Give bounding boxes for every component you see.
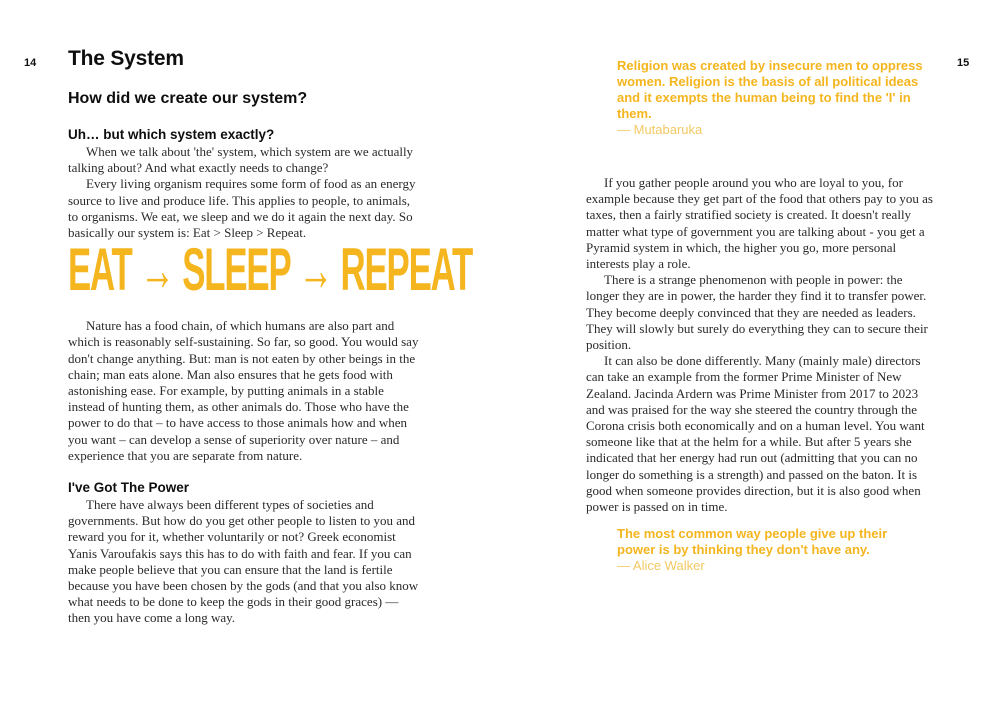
left-text-column [68,47,473,627]
chapter-title: The System [68,47,184,70]
right-text-column [586,58,936,574]
quote-text: The most common way people give up their power is by thinking they don't have any. [617,526,888,558]
banner-eat-sleep-repeat [68,236,473,304]
quote-attribution: — Alice Walker [617,558,705,574]
paragraph-food-chain: Nature has a food chain, of which humans are also part and which is reasonably self-sustaining. So far, so good. You would say don't change anything. But: man is not eaten by other beings in the chain; man eats alone. Man also ensures that he gets food with astonishing ease. For example, by putting animals in a stable instead of hunting them, as other animals do. Those who have the power to do that – to have access to those animals how and when you want – can develop a sense of superiority over nature – and experience that you are separate from nature. [68,318,419,463]
paragraph-loyal-people: If you gather people around you who are loyal to you, for example because they get part of the food that others pay to you as taxes, then a fairly stratified society is created. It doesn't really matter what type of government you are talking about - you get a Pyramid system in which, the higher you go, more personal interests play a role. [586,175,933,272]
paragraph-which-system-1: When we talk about 'the' system, which system are we actually talking about? And what exactly needs to change? [68,144,414,176]
banner-text: EAT → SLEEP → REPEAT [68,236,473,304]
pullquote-alice-walker [617,526,923,574]
quote-attribution: — Mutabaruka [617,122,703,137]
page-number-left: 14 [24,57,37,69]
paragraph-strange-phenomenon: There is a strange phenomenon with people in power: the longer they are in power, the harder they find it to transfer power. They become deeply convinced that they are needed as leaders. They will slowly but surely do everything they can to secure their position. [586,272,928,353]
crosshead-ive-got-the-power: I've Got The Power [68,480,189,496]
paragraph-jacinda-ardern: It can also be done differently. Many (mainly male) directors can take an example from the former Prime Minister of New Zealand. Jacinda Ardern was Prime Minister from 2017 to 2023 and was praised for the way she steered the country through the Corona crisis both economically and on a human level. You want someone like that at the helm for a while. But after 5 years she indicated that her energy had run out (admitting that you can no longer do something is a strength) and passed on the baton. It is good when someone provides direction, but it is also good when power is passed on in time. [586,353,925,515]
right-body-block [586,175,936,515]
page-number-right: 15 [957,57,970,69]
paragraph-which-system-2: Every living organism requires some form of food as an energy source to live and produce life. This applies to people, to animals, to organisms. We eat, we sleep and we do it again the next day. So basically our system is: Eat > Sleep > Repeat. [68,176,416,241]
chapter-subtitle: How did we create our system? [68,90,308,107]
paragraph-power: There have always been different types of societies and governments. But how do you get other people to listen to you and reward you for it, whether voluntarily or not? Greek economist Yanis Varoufakis says this has to do with faith and fear. If you can make people believe that you can ensure that the land is fertile because you have been chosen by the gods (and that you also know what needs to be done to keep the gods in their good graces) — then you have come a long way. [68,497,419,626]
quote-text: Religion was created by insecure men to oppress women. Religion is the basis of all political ideas and it exempts the human being to find the 'I' in them. [617,58,923,121]
crosshead-which-system: Uh… but which system exactly? [68,127,275,142]
pullquote-mutabaruka [617,58,923,138]
